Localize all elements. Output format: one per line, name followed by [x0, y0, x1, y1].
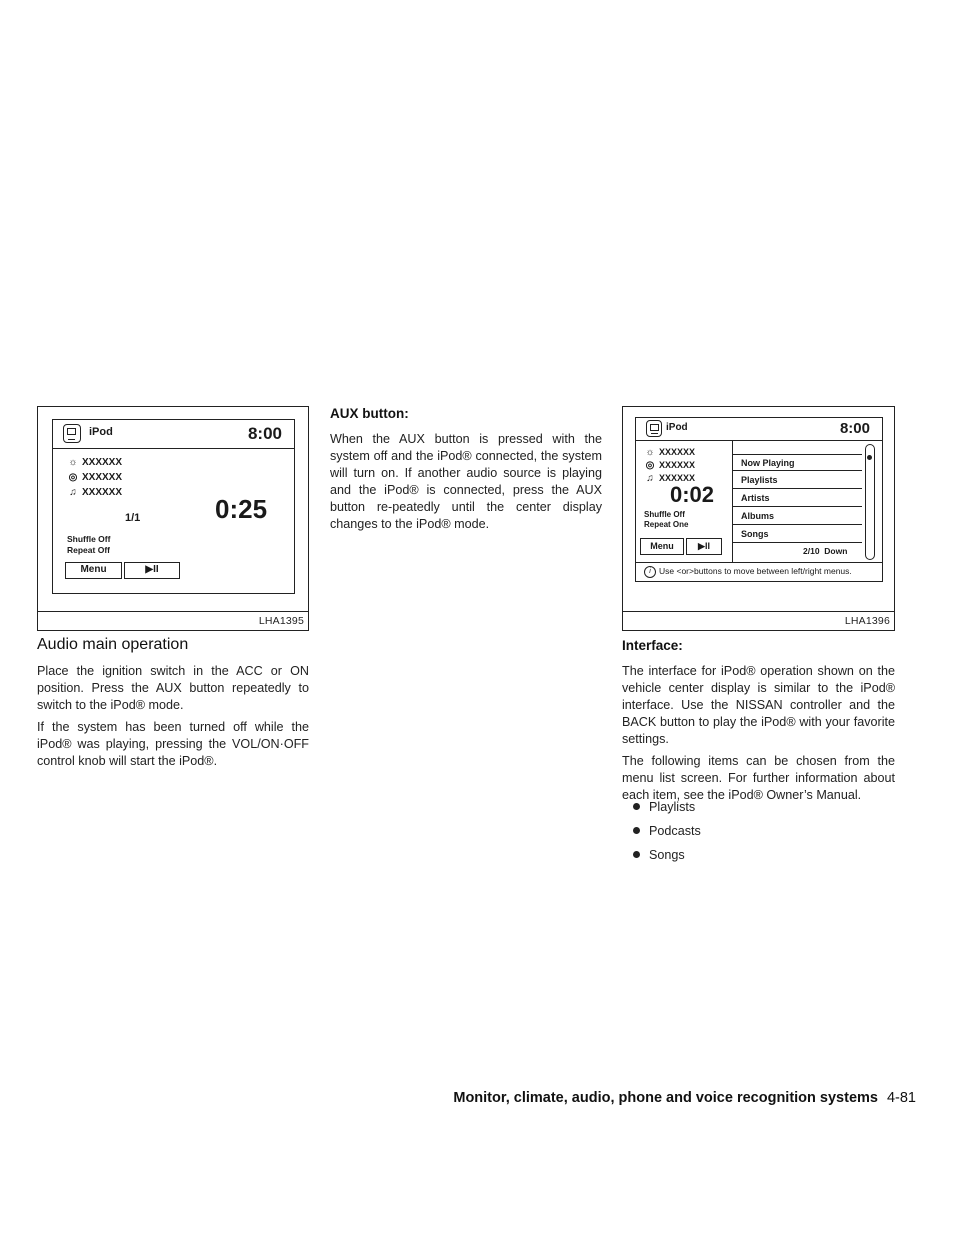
person-icon: ☼ — [645, 447, 655, 458]
control-buttons — [640, 538, 730, 555]
bullet-dot — [633, 803, 640, 810]
ipod-icon — [63, 424, 81, 443]
person-icon: ☼ — [68, 457, 78, 468]
section-heading-interface: Interface: — [622, 638, 683, 653]
down-label: Down — [824, 546, 848, 556]
track-number: 1/1 — [125, 512, 141, 524]
screen-title: iPod — [666, 422, 688, 433]
disc-icon: ◎ — [645, 460, 655, 471]
music-note-icon: ♫ — [646, 473, 654, 484]
ipod-menu-screen — [635, 417, 883, 582]
artist-name: XXXXXX — [82, 457, 123, 468]
bullet-text: Podcasts — [649, 824, 701, 838]
bullet-item — [633, 800, 695, 814]
screen-title: iPod — [89, 426, 113, 438]
bullet-dot — [633, 851, 640, 858]
clock: 8:00 — [247, 424, 282, 443]
col3-paragraph-2: The following items can be chosen from the menu list screen. For further information about each item, see the iPod® Owner’s Manual. — [622, 754, 895, 802]
page-number: 4-81 — [886, 1090, 916, 1106]
menu-item-albums[interactable]: Albums — [733, 508, 862, 525]
section-heading-audio-main: Audio main operation — [37, 636, 189, 653]
play-pause-button[interactable]: ▶II — [686, 538, 722, 555]
menu-item-playlists[interactable]: Playlists — [733, 472, 862, 489]
artist-row — [67, 456, 122, 469]
figure-id: LHA1396 — [844, 615, 890, 627]
bullet-text: Playlists — [649, 800, 696, 814]
col1-paragraph-2: If the system has been turned off while the iPod® was playing, pressing the VOL/ON·OFF control knob will start the iPod®. — [37, 720, 309, 768]
page-indicator — [803, 546, 847, 556]
repeat-status: Repeat Off — [67, 545, 110, 555]
scrollbar[interactable] — [865, 444, 875, 560]
section-heading-aux-button: AUX button: — [330, 406, 409, 421]
screen-header — [636, 418, 882, 441]
control-buttons — [65, 562, 295, 579]
song-name: XXXXXX — [659, 473, 696, 483]
menu-item-songs[interactable]: Songs — [733, 526, 862, 543]
shuffle-status: Shuffle Off — [67, 534, 111, 544]
song-name: XXXXXX — [82, 487, 123, 498]
album-row — [644, 459, 695, 472]
page-footer — [453, 1090, 916, 1106]
info-text: Use <or>buttons to move between left/right menus. — [659, 566, 852, 576]
ipod-main-screen — [52, 419, 295, 594]
disc-icon: ◎ — [68, 472, 78, 483]
bullet-text: Songs — [649, 848, 685, 862]
album-name: XXXXXX — [82, 472, 123, 483]
info-icon: i — [644, 566, 656, 578]
page-count: 2/10 — [803, 546, 820, 556]
repeat-status: Repeat One — [644, 520, 689, 529]
elapsed-time: 0:25 — [215, 494, 268, 524]
figure-audio-main-screen — [37, 406, 309, 631]
artist-name: XXXXXX — [659, 447, 696, 457]
menu-list — [732, 440, 862, 563]
footer-section-title: Monitor, climate, audio, phone and voice recognition systems — [453, 1090, 878, 1106]
menu-button[interactable]: Menu — [65, 562, 122, 579]
play-pause-button[interactable]: ▶II — [124, 562, 180, 579]
figure-interface-screen — [622, 406, 895, 631]
col3-paragraph-1: The interface for iPod® operation shown on the vehicle center display is similar to the iPod® interface. Use the NISSAN controller and the BACK button to play the iPod® with your favorite settings. — [622, 664, 895, 746]
menu-item-now-playing[interactable]: Now Playing — [733, 454, 862, 471]
album-row — [67, 471, 122, 484]
menu-item-artists[interactable]: Artists — [733, 490, 862, 507]
screen-header — [53, 420, 294, 449]
bullet-item — [633, 824, 701, 838]
album-name: XXXXXX — [659, 460, 696, 470]
bullet-dot — [633, 827, 640, 834]
song-row — [67, 486, 122, 499]
col1-paragraph-1: Place the ignition switch in the ACC or ON position. Press the AUX button repeatedly to switch to the iPod® mode. — [37, 664, 309, 712]
elapsed-time: 0:02 — [670, 482, 715, 507]
menu-button[interactable]: Menu — [640, 538, 684, 555]
figure-id: LHA1395 — [258, 615, 304, 627]
scroll-thumb[interactable] — [867, 455, 872, 460]
info-bar — [636, 562, 882, 581]
artist-row — [644, 446, 695, 459]
shuffle-status: Shuffle Off — [644, 510, 685, 519]
clock: 8:00 — [839, 420, 870, 437]
ipod-icon — [646, 420, 662, 437]
music-note-icon: ♫ — [69, 487, 77, 498]
col2-paragraph-1: When the AUX button is pressed with the system off and the iPod® connected, the system will turn on. If another audio source is playing and the iPod® is connected, press the AUX button re-peatedly until the center display changes to the iPod® mode. — [330, 432, 602, 531]
bullet-item — [633, 848, 685, 862]
